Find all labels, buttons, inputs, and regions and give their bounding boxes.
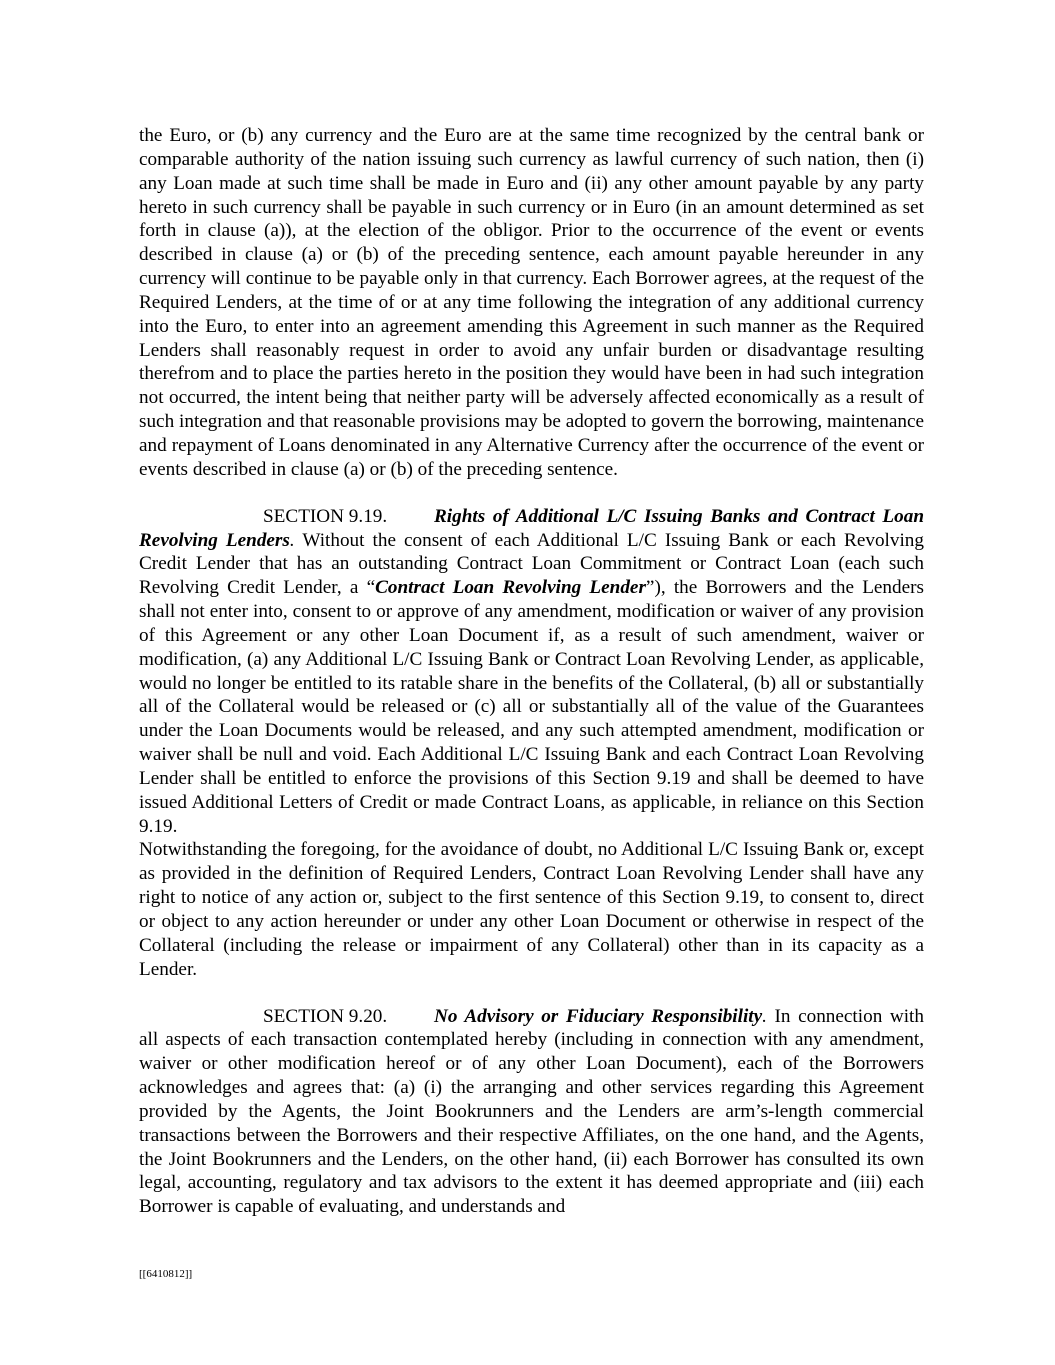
section-heading: Rights of Additional L/C Issuing Banks and Contract Loan Revolving Lenders: [139, 505, 924, 551]
section-9-20: SECTION 9.20. No Advisory or Fiduciary Responsibility. In connection with all aspects of each transaction contemplated hereby (including in connection with any amendment, waiver or other modification hereof or of any other Loan Document), each of the Borrowers acknowledges and agrees that: (a) (i) the arranging and other services regarding this Agreement provided by the Agents, the Joint Bookrunners and the Lenders are arm’s-length commercial transactions between the Borrowers and their respective Affiliates, on the one hand, and the Agents, the Joint Bookrunners and the Lenders, on the other hand, (ii) each Borrower has consulted its own legal, accounting, regulatory and tax advisors to the extent it has deemed appropriate and (iii) each Borrower is capable of evaluating, and understands and: [139, 1005, 924, 1218]
section-number: SECTION 9.20.: [263, 1005, 388, 1027]
document-page: [139, 124, 924, 1219]
section-text: ”), the Borrowers and the Lenders shall not enter into, consent to or approve of any amendment, modification or waiver of any provision of this Agreement or any other Loan Document if, as a result of such amendment, waiver or modification, (a) any Additional L/C Issuing Bank or Contract Loan Revolving Lender, as applicable, would no longer be entitled to its ratable share in the benefits of the Collateral, (b) all or substantially all of the Collateral would be released or (c) all or substantially all of the value of the Guarantees under the Loan Documents would be released, and any such attempted amendment, modification or waiver shall be null and void. Each Additional L/C Issuing Bank and each Contract Loan Revolving Lender shall be entitled to enforce the provisions of this Section 9.19 and shall be deemed to have issued Additional Letters of Credit or made Contract Loans, as applicable, in reliance on this Section 9.19.: [139, 577, 924, 837]
paragraph-euro-conversion: the Euro, or (b) any currency and the Euro are at the same time recognized by the central bank or comparable authority of the nation issuing such currency as lawful currency of such nation, then (i) any Loan made at such time shall be made in Euro and (ii) any other amount payable by any party hereto in such currency shall be payable in such currency or in Euro (in an amount determined as set forth in clause (a)), at the election of the obligor. Prior to the occurrence of the event or events described in clause (a) or (b) of the preceding sentence, each amount payable hereunder in any currency will continue to be payable only in that currency. Each Borrower agrees, at the request of the Required Lenders, at the time of or at any time following the integration of any additional currency into the Euro, to enter into an agreement amending this Agreement in such manner as the Required Lenders shall reasonably request in order to avoid any unfair burden or disadvantage resulting therefrom and to place the parties hereto in the position they would have been in had such integration not occurred, the intent being that neither party will be adversely affected economically as a result of such integration and that reasonable provisions may be adopted to govern the borrowing, maintenance and repayment of Loans denominated in any Alternative Currency after the occurrence of the event or events described in clause (a) or (b) of the preceding sentence.: [139, 125, 924, 480]
section-heading: No Advisory or Fiduciary Responsibility: [434, 1005, 763, 1027]
section-9-19: SECTION 9.19. Rights of Additional L/C Issuing Banks and Contract Loan Revolving Lenders. Without the consent of each Additional L/C Issuing Bank or each Revolving Credit Lender that has an outstanding Contract Loan Commitment or Contract Loan (each such Revolving Credit Lender, a “Contract Loan Revolving Lender”), the Borrowers and the Lenders shall not enter into, consent to or approve of any amendment, modification or waiver of any provision of this Agreement or any other Loan Document if, as a result of such amendment, waiver or modification, (a) any Additional L/C Issuing Bank or Contract Loan Revolving Lender, as applicable, would no longer be entitled to its ratable share in the benefits of the Collateral, (b) all or substantially all of the Collateral would be released or (c) all or substantially all of the value of the Guarantees under the Loan Documents would be released, and any such attempted amendment, modification or waiver shall be null and void. Each Additional L/C Issuing Bank and each Contract Loan Revolving Lender shall be entitled to enforce the provisions of this Section 9.19 and shall be deemed to have issued Additional Letters of Credit or made Contract Loans, as applicable, in reliance on this Section 9.19. Notwithstanding the foregoing, for the avoidance of doubt, no Additional L/C Issuing Bank or, except as provided in the definition of Required Lenders, Contract Loan Revolving Lender shall have any right to notice of any action or, subject to the first sentence of this Section 9.19, to consent to, direct or object to any action hereunder or under any other Loan Document or otherwise in respect of the Collateral (including the release or impairment of any Collateral) other than in its capacity as a Lender.: [139, 505, 924, 980]
section-number: SECTION 9.19.: [263, 505, 388, 527]
document-id-footer: [[6410812]]: [139, 1268, 193, 1280]
defined-term: Contract Loan Revolving Lender: [375, 577, 646, 599]
section-text: Notwithstanding the foregoing, for the avoidance of doubt, no Additional L/C Issuing Bank or, except as provided in the definition of Required Lenders, Contract Loan Revolving Lender shall have any right to notice of any action or, subject to the first sentence of this Section 9.19, to consent to, direct or object to any action hereunder or under any other Loan Document or otherwise in respect of the Collateral (including the release or impairment of any Collateral) other than in its capacity as a Lender.: [139, 839, 924, 980]
section-text: In connection with all aspects of each transaction contemplated hereby (including in connection with any amendment, waiver or other modification hereof or of any other Loan Document), each of the Borrowers acknowledges and agrees that: (a) (i) the arranging and other services regarding this Agreement provided by the Agents, the Joint Bookrunners and the Lenders are arm’s-length commercial transactions between the Borrowers and their respective Affiliates, on the one hand, and the Agents, the Joint Bookrunners and the Lenders, on the other hand, (ii) each Borrower has consulted its own legal, accounting, regulatory and tax advisors to the extent it has deemed appropriate and (iii) each Borrower is capable of evaluating, and understands and: [139, 1005, 924, 1218]
section-text: Without the consent of each Additional L/C Issuing Bank or each Revolving Credit Lender that has an outstanding Contract Loan Commitment or Contract Loan (each such Revolving Credit Lender, a “: [139, 529, 924, 599]
